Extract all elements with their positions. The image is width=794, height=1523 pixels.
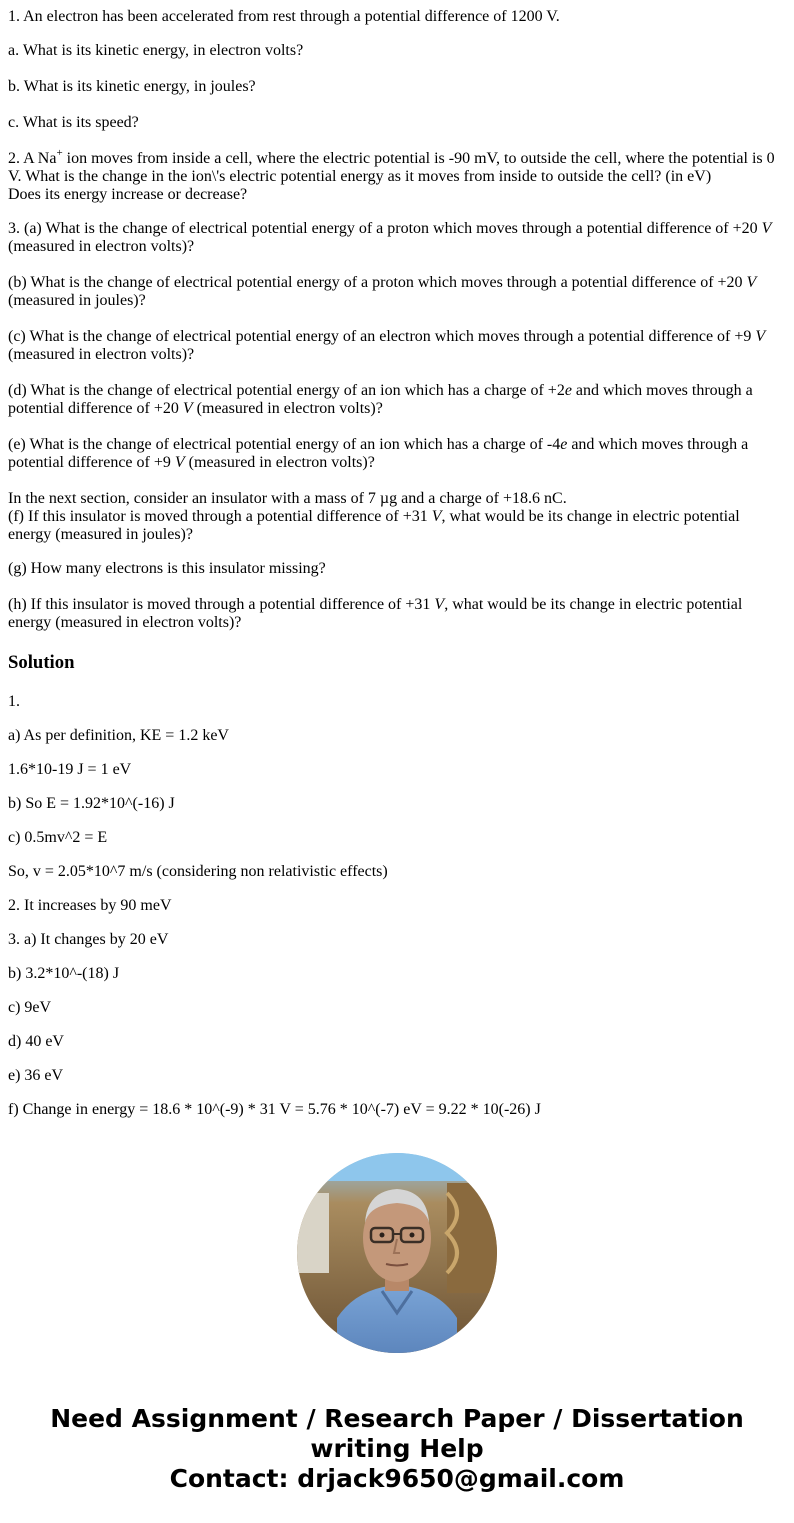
solution-line: So, v = 2.05*10^7 m/s (considering non relativistic effects) <box>8 863 388 880</box>
question-3f-unit: , what would be its change in electric potential energy (measured in joules)? <box>8 508 740 543</box>
question-3d-mid: and which moves through a potential difference of +20 <box>8 382 753 417</box>
solution-line: f) Change in energy = 18.6 * 10^(-9) * 31 V = 5.76 * 10^(-7) eV = 9.22 * 10(-26) J <box>8 1101 541 1118</box>
solution-line: c) 0.5mv^2 = E <box>8 829 108 846</box>
question-3d-unit: (measured in electron volts)? <box>192 400 383 417</box>
question-3g: (g) How many electrons is this insulator missing? <box>8 560 326 577</box>
insulator-section <box>8 490 786 544</box>
question-3h-unit: , what would be its change in electric potential energy (measured in electron volts)? <box>8 596 743 631</box>
footer-line-1: Need Assignment / Research Paper / Dissertation <box>50 1404 744 1433</box>
question-3b-text: (b) What is the change of electrical potential energy of a proton which moves through a potential difference of +20 <box>8 274 747 291</box>
question-2-prefix: 2. A Na <box>8 150 57 167</box>
solution-line: 1. <box>8 693 20 710</box>
question-3f-text: (f) If this insulator is moved through a potential difference of +31 <box>8 508 432 525</box>
question-3e-mid: and which moves through a potential difference of +9 <box>8 436 749 471</box>
solution-line: b) So E = 1.92*10^(-16) J <box>8 795 175 812</box>
question-2-followup: Does its energy increase or decrease? <box>8 186 248 203</box>
question-1c: c. What is its speed? <box>8 114 139 131</box>
solution-line: c) 9eV <box>8 999 52 1016</box>
volt-symbol: V <box>431 508 442 525</box>
solution-line: 2. It increases by 90 meV <box>8 897 172 914</box>
question-3d <box>8 382 786 418</box>
question-2 <box>8 146 786 204</box>
question-3a-text: 3. (a) What is the change of electrical potential energy of a proton which moves through a potential difference of +20 <box>8 220 762 237</box>
footer-line-2: writing Help <box>310 1434 484 1463</box>
question-1b: b. What is its kinetic energy, in joules? <box>8 78 256 95</box>
volt-symbol: V <box>746 274 757 291</box>
question-3e <box>8 436 786 472</box>
contact-footer <box>0 1404 794 1494</box>
charge-symbol: e <box>560 436 568 453</box>
solution-line: b) 3.2*10^-(18) J <box>8 965 120 982</box>
footer-contact-email: Contact: drjack9650@gmail.com <box>169 1464 625 1493</box>
solution-line: d) 40 eV <box>8 1033 64 1050</box>
charge-symbol: e <box>564 382 572 399</box>
question-3b-unit: (measured in joules)? <box>8 292 146 309</box>
question-2-text: ion moves from inside a cell, where the electric potential is -90 mV, to outside the cell, where the potential is 0 V. What is the change in the ion\'s electric potential energy as it moves from inside to outside the cell? (in eV) <box>8 150 775 185</box>
question-block <box>8 8 786 632</box>
volt-symbol: V <box>182 400 193 417</box>
solution-block <box>8 693 786 1119</box>
question-3e-text: (e) What is the change of electrical potential energy of an ion which has a charge of -4 <box>8 436 561 453</box>
question-3d-text: (d) What is the change of electrical potential energy of an ion which has a charge of +2 <box>8 382 565 399</box>
solution-line: 1.6*10-19 J = 1 eV <box>8 761 132 778</box>
question-3h-text: (h) If this insulator is moved through a potential difference of +31 <box>8 596 435 613</box>
insulator-intro: In the next section, consider an insulator with a mass of 7 µg and a charge of +18.6 nC. <box>8 490 567 507</box>
sodium-ion-charge: + <box>56 146 63 159</box>
question-1: 1. An electron has been accelerated from rest through a potential difference of 1200 V. <box>8 8 560 25</box>
solution-heading: Solution <box>8 652 75 673</box>
question-3c-unit: (measured in electron volts)? <box>8 346 195 363</box>
volt-symbol: V <box>434 596 445 613</box>
question-3e-unit: (measured in electron volts)? <box>184 454 375 471</box>
question-3h <box>8 596 786 632</box>
question-3c-text: (c) What is the change of electrical potential energy of an electron which moves through a potential difference of +9 <box>8 328 756 345</box>
question-1a: a. What is its kinetic energy, in electron volts? <box>8 42 304 59</box>
volt-symbol: V <box>755 328 766 345</box>
volt-symbol: V <box>174 454 185 471</box>
solution-line: a) As per definition, KE = 1.2 keV <box>8 727 229 744</box>
volt-symbol: V <box>761 220 772 237</box>
question-3a <box>8 220 786 256</box>
solution-line: e) 36 eV <box>8 1067 64 1084</box>
question-3c <box>8 328 786 364</box>
author-photo <box>297 1153 497 1353</box>
question-3b <box>8 274 786 310</box>
question-3a-unit: (measured in electron volts)? <box>8 238 195 255</box>
solution-line: 3. a) It changes by 20 eV <box>8 931 169 948</box>
